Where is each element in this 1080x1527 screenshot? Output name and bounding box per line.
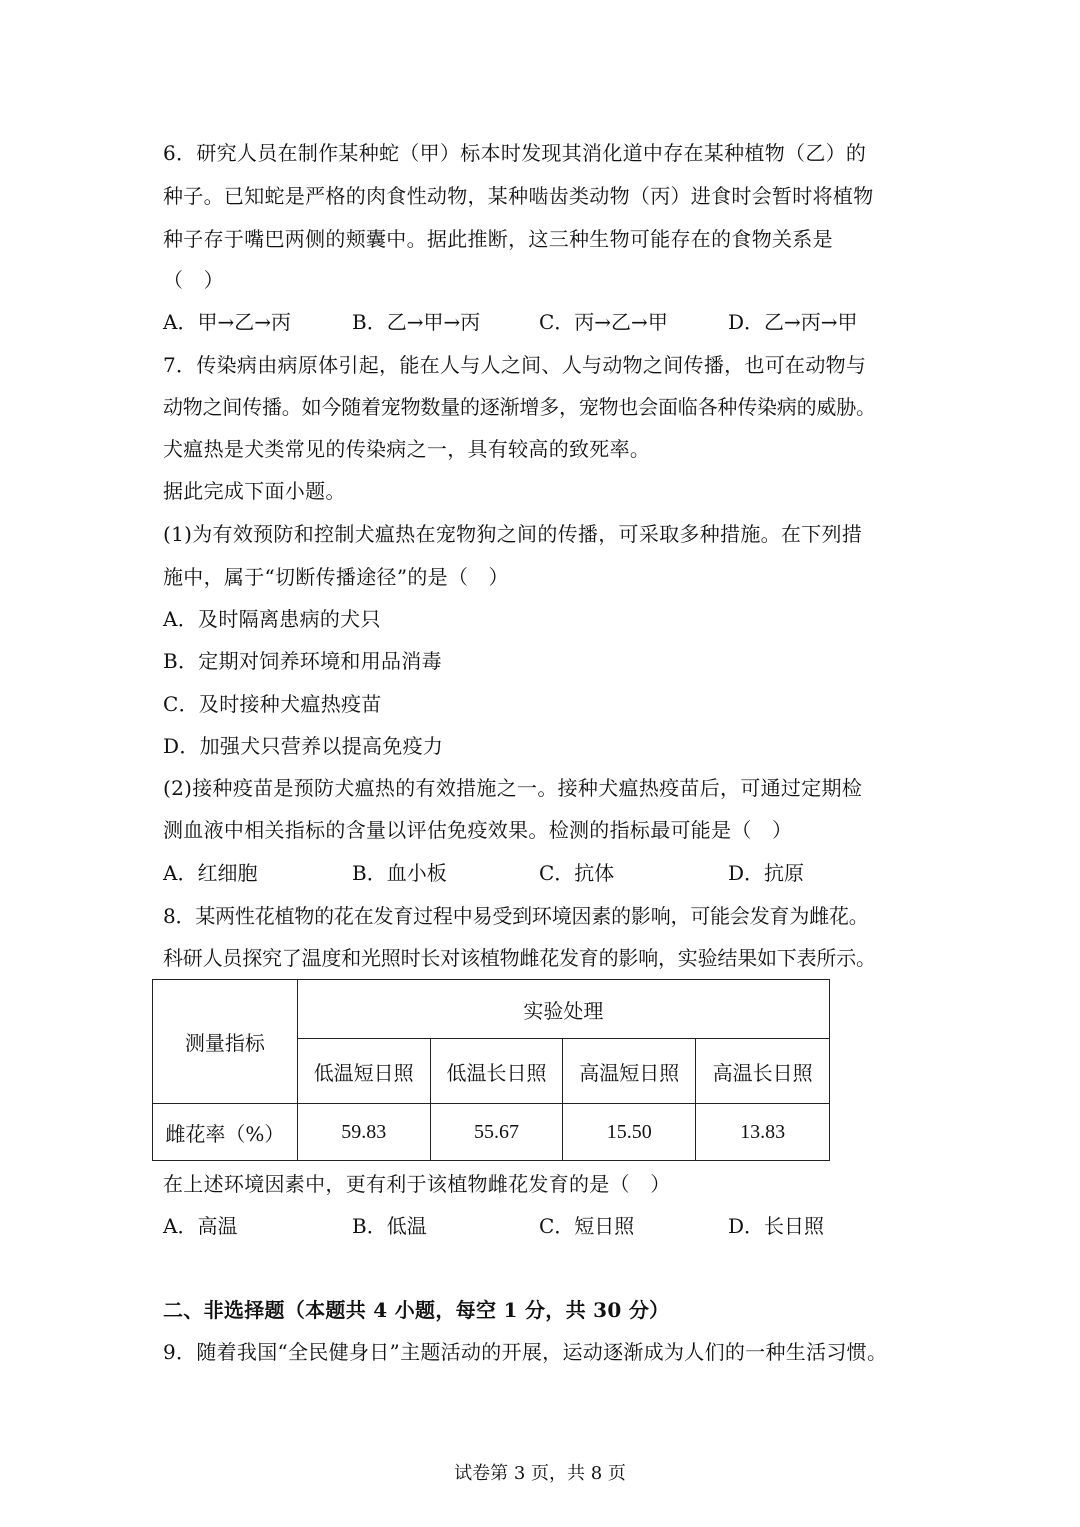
table-column-header: 低温长日照 bbox=[430, 1039, 563, 1104]
q8-options bbox=[163, 1212, 923, 1240]
q7-sub2-option-c[interactable]: C．抗体 bbox=[539, 861, 615, 885]
table-column-header: 高温短日照 bbox=[563, 1039, 696, 1104]
q6-option-b[interactable]: B．乙→甲→丙 bbox=[352, 310, 481, 334]
q7-sub2-option-d[interactable]: D．抗原 bbox=[728, 861, 805, 885]
table-group-header: 实验处理 bbox=[297, 980, 829, 1039]
table-cell: 55.67 bbox=[430, 1104, 563, 1161]
page-number-footer: 试卷第 3 页，共 8 页 bbox=[454, 1463, 626, 1484]
q6-option-d[interactable]: D．乙→丙→甲 bbox=[728, 310, 858, 334]
q6-line-1: 6．研究人员在制作某种蛇（甲）标本时发现其消化道中存在某种植物（乙）的 bbox=[163, 141, 867, 165]
q6-line-2: 种子。已知蛇是严格的肉食性动物，某种啮齿类动物（丙）进食时会暂时将植物 bbox=[163, 184, 874, 208]
q6-option-c[interactable]: C．丙→乙→甲 bbox=[539, 310, 668, 334]
table-cell: 59.83 bbox=[297, 1104, 430, 1161]
q6-option-a[interactable]: A．甲→乙→丙 bbox=[163, 310, 291, 334]
q7-sub2-option-a[interactable]: A．红细胞 bbox=[163, 861, 258, 885]
q8-option-a[interactable]: A．高温 bbox=[163, 1214, 238, 1238]
q7-line-3: 犬瘟热是犬类常见的传染病之一，具有较高的致死率。 bbox=[163, 437, 651, 461]
q7-sub1-option-b[interactable]: B．定期对饲养环境和用品消毒 bbox=[163, 649, 442, 673]
q7-sub1-option-d[interactable]: D．加强犬只营养以提高免疫力 bbox=[163, 734, 444, 758]
q7-line-4: 据此完成下面小题。 bbox=[163, 479, 346, 503]
q7-sub1-line-1: (1)为有效预防和控制犬瘟热在宠物狗之间的传播，可采取多种措施。在下列措 bbox=[163, 522, 863, 546]
q8-option-c[interactable]: C．短日照 bbox=[539, 1214, 635, 1238]
table-header-row bbox=[153, 980, 830, 1039]
q6-options bbox=[163, 308, 923, 336]
q7-sub2-options bbox=[163, 859, 923, 887]
table-row-label: 雌花率（%） bbox=[153, 1104, 298, 1161]
q8-option-d[interactable]: D．长日照 bbox=[728, 1214, 825, 1238]
table-row-header: 测量指标 bbox=[153, 980, 298, 1104]
table-column-header: 低温短日照 bbox=[297, 1039, 430, 1104]
q8-question: 在上述环境因素中，更有利于该植物雌花发育的是（ ） bbox=[163, 1172, 671, 1196]
table-cell: 13.83 bbox=[696, 1104, 830, 1161]
q7-sub1-line-2: 施中，属于“切断传播途径”的是（ ） bbox=[163, 565, 509, 589]
q8-line-2: 科研人员探究了温度和光照时长对该植物雌花发育的影响，实验结果如下表所示。 bbox=[163, 946, 876, 970]
q7-sub1-option-a[interactable]: A．及时隔离患病的犬只 bbox=[163, 607, 381, 631]
q7-sub2-line-2: 测血液中相关指标的含量以评估免疫效果。检测的指标最可能是（ ） bbox=[163, 818, 793, 842]
q6-line-3: 种子存于嘴巴两侧的颊囊中。据此推断，这三种生物可能存在的食物关系是 bbox=[163, 227, 833, 251]
q7-sub2-line-1: (2)接种疫苗是预防犬瘟热的有效措施之一。接种犬瘟热疫苗后，可通过定期检 bbox=[163, 776, 863, 800]
table-cell: 15.50 bbox=[563, 1104, 696, 1161]
q8-line-1: 8．某两性花植物的花在发育过程中易受到环境因素的影响，可能会发育为雌花。 bbox=[163, 904, 869, 928]
q7-sub1-option-c[interactable]: C．及时接种犬瘟热疫苗 bbox=[163, 692, 382, 716]
table-column-header: 高温长日照 bbox=[696, 1039, 830, 1104]
experiment-results-table bbox=[152, 979, 830, 1161]
section-2-title: 二、非选择题（本题共 4 小题，每空 1 分，共 30 分） bbox=[163, 1298, 670, 1322]
q8-option-b[interactable]: B．低温 bbox=[352, 1214, 427, 1238]
q7-line-2: 动物之间传播。如今随着宠物数量的逐渐增多，宠物也会面临各种传染病的威胁。 bbox=[163, 395, 876, 419]
q9-line-1: 9．随着我国“全民健身日”主题活动的开展，运动逐渐成为人们的一种生活习惯。 bbox=[163, 1340, 888, 1364]
q7-sub2-option-b[interactable]: B．血小板 bbox=[352, 861, 447, 885]
q7-line-1: 7．传染病由病原体引起，能在人与人之间、人与动物之间传播，也可在动物与 bbox=[163, 353, 867, 377]
table-row bbox=[153, 1104, 830, 1161]
q6-answer-blank: （ ） bbox=[163, 268, 224, 292]
